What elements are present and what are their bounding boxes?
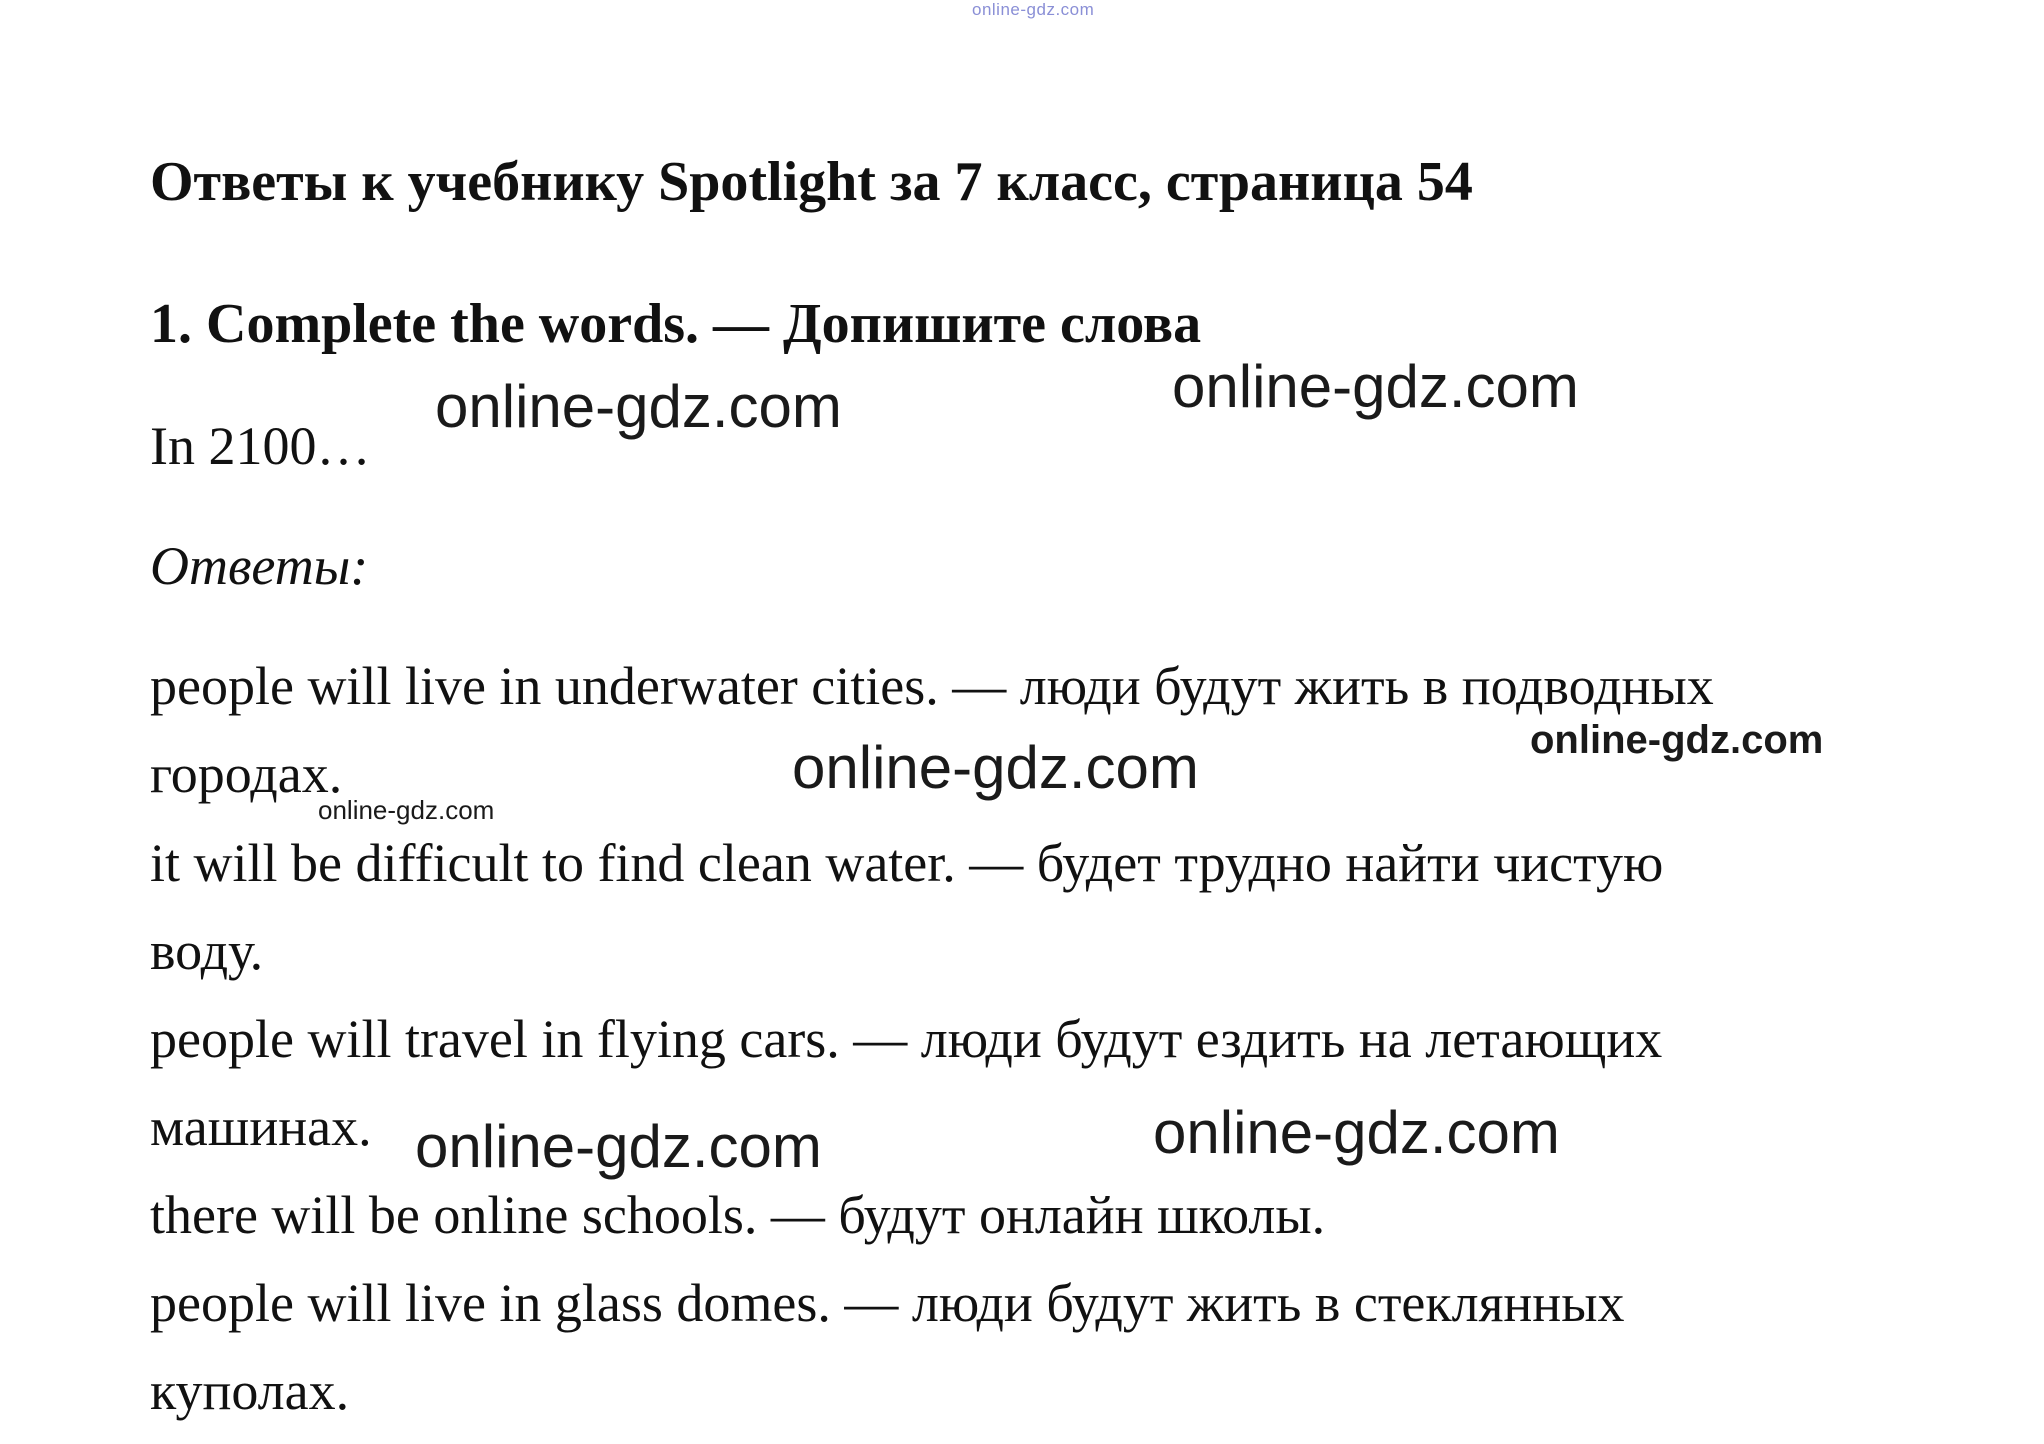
watermark: online-gdz.com — [1172, 353, 1579, 420]
answer-line: it will be difficult to find clean water. — будет трудно найти чистую — [150, 833, 1664, 893]
answer-line: there will be online schools. — будут онлайн школы. — [150, 1185, 1326, 1245]
answer-line: куполах. — [150, 1361, 350, 1421]
intro-text: In 2100… — [150, 416, 371, 476]
page-title: Ответы к учебнику Spotlight за 7 класс, страница 54 — [150, 151, 1473, 213]
answer-line: городах. — [150, 744, 343, 804]
watermark: online-gdz.com — [1153, 1099, 1560, 1166]
watermark: online-gdz.com — [1530, 718, 1824, 762]
answers-label: Ответы: — [150, 536, 369, 596]
answer-line: people will travel in flying cars. — люди будут ездить на летающих — [150, 1009, 1663, 1069]
answer-line: воду. — [150, 921, 264, 981]
watermark: online-gdz.com — [792, 734, 1199, 801]
answer-line: people will live in underwater cities. — люди будут жить в подводных — [150, 656, 1714, 716]
answer-line: people will live in glass domes. — люди будут жить в стеклянных — [150, 1273, 1625, 1333]
answer-line: машинах. — [150, 1097, 372, 1157]
task-heading: 1. Complete the words. — Допишите слова — [150, 293, 1202, 355]
watermark: online-gdz.com — [318, 795, 495, 825]
watermark: online-gdz.com — [435, 373, 842, 440]
watermark: online-gdz.com — [415, 1113, 822, 1180]
top-watermark: online-gdz.com — [972, 0, 1095, 19]
